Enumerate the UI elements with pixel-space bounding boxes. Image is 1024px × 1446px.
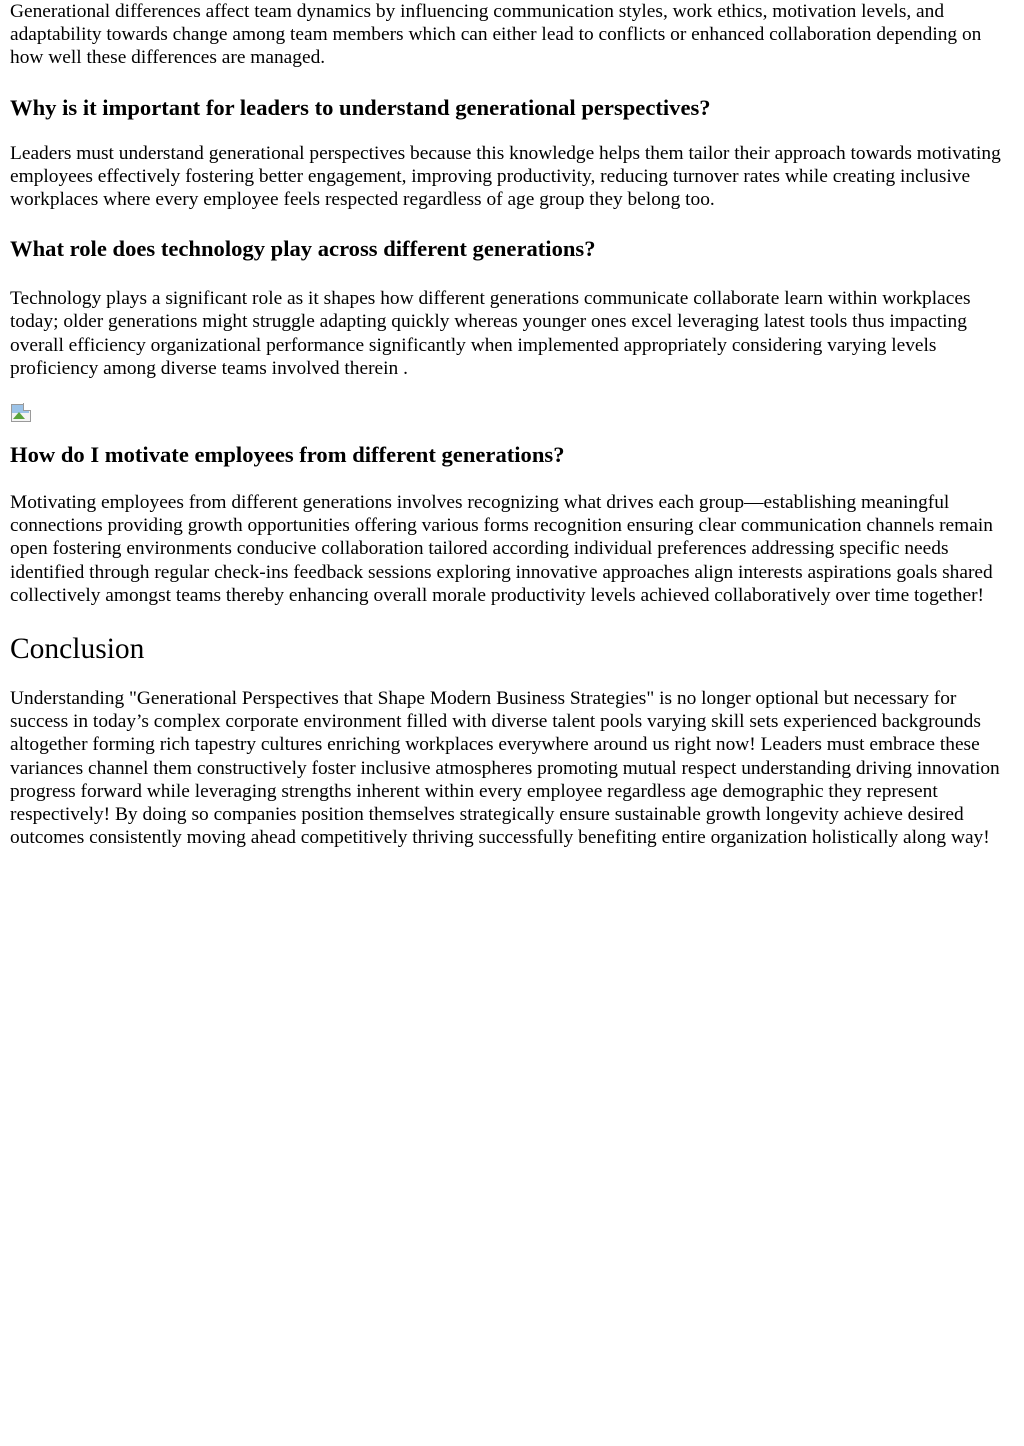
conclusion-heading: Conclusion	[10, 633, 145, 666]
intro-paragraph: Generational differences affect team dynamics by influencing communication styles, work ethics, motivation levels, and adaptability towards change among team members which can either lead to conflicts or enhanced collaboration depending on how well these differences are managed.	[10, 1, 982, 69]
conclusion-paragraph: Understanding "Generational Perspectives that Shape Modern Business Strategies" is no longer optional but necessary for success in today’s complex corporate environment filled with diverse talent pools varying skill sets experienced backgrounds altogether forming rich tapestry cultures enriching workplaces everywhere around us right now! Leaders must embrace these variances channel them constructively foster inclusive atmospheres promoting mutual respect understanding driving innovation progress forward while leveraging strengths inherent within every employee regardless age demographic they represent respectively! By doing so companies position themselves strategically ensure sustainable growth longevity achieve desired outcomes consistently moving ahead competitively thriving successfully benefiting entire organization holistically along way!	[10, 688, 1000, 849]
faq-answer-motivate: Motivating employees from different generations involves recognizing what drives each group—establishing meaningful connections providing growth opportunities offering various forms recognition ensuring clear communication channels remain open fostering environments conducive collaboration tailored according individual preferences addressing specific needs identified through regular check-ins feedback sessions exploring innovative approaches align interests aspirations goals shared collectively amongst teams thereby enhancing overall morale productivity levels achieved collaboratively over time together!	[10, 492, 993, 606]
faq-question-technology: What role does technology play across different generations?	[10, 236, 596, 262]
faq-question-motivate: How do I motivate employees from different generations?	[10, 442, 565, 468]
article	[10, 0, 1014, 849]
faq-answer-technology: Technology plays a significant role as it shapes how different generations communicate collaborate learn within workplaces today; older generations might struggle adapting quickly whereas younger ones excel leveraging latest tools thus impacting overall efficiency organizational performance significantly when implemented appropriately considering varying levels proficiency among diverse teams involved therein .	[10, 288, 971, 379]
faq-question-leaders: Why is it important for leaders to understand generational perspectives?	[10, 94, 711, 120]
broken-image-icon	[10, 403, 32, 423]
faq-answer-leaders: Leaders must understand generational perspectives because this knowledge helps them tailor their approach towards motivating employees effectively fostering better engagement, improving productivity, reducing turnover rates while creating inclusive workplaces where every employee feels respected regardless of age group they belong too.	[10, 142, 1001, 211]
